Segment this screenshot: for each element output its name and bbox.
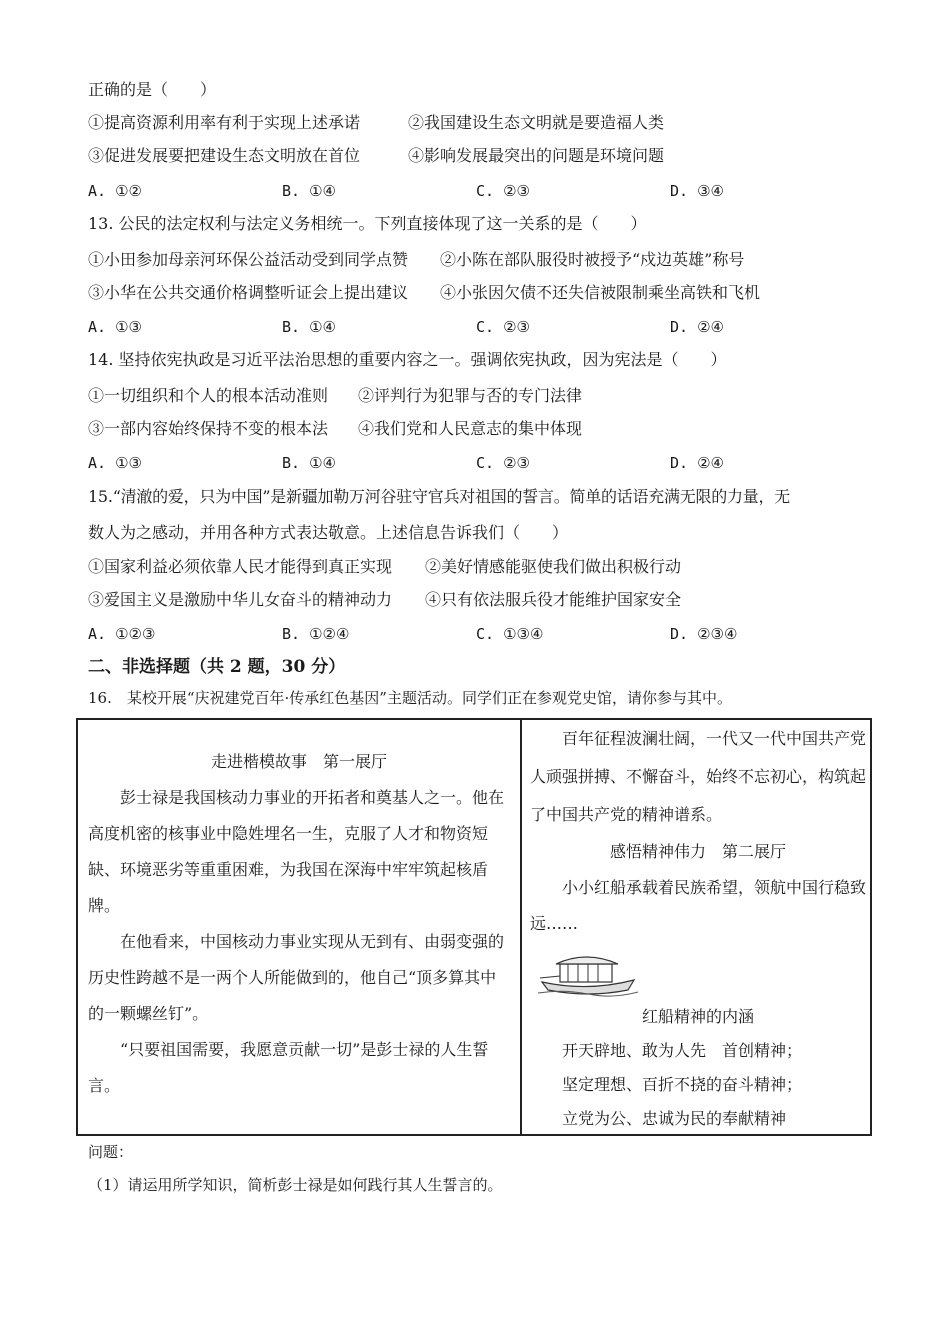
q15-option-a[interactable]: A. ①②③	[88, 625, 156, 643]
q15-stem-line1: 15.“清澈的爱，只为中国”是新疆加勒万河谷驻守官兵对祖国的誓言。简单的话语充满无限的力量，无	[88, 487, 791, 506]
q13-option-d[interactable]: D. ②④	[670, 318, 724, 336]
q12-option-a[interactable]: A. ①②	[88, 182, 142, 200]
q15-option-d[interactable]: D. ②③④	[670, 625, 738, 643]
table-divider	[520, 720, 522, 1134]
q12-statement-1: ①提高资源利用率有利于实现上述承诺	[88, 113, 361, 132]
q15-statement-2: ②美好情感能驱使我们做出积极行动	[425, 557, 682, 576]
q14-option-d[interactable]: D. ②④	[670, 454, 724, 472]
q14-statement-2: ②评判行为犯罪与否的专门法律	[358, 386, 583, 405]
red-boat-spirit-1: 开天辟地、敢为人先 首创精神；	[562, 1041, 803, 1060]
hall-one-paragraph-1: 彭士禄是我国核动力事业的开拓者和奠基人之一。他在高度机密的核事业中隐姓埋名一生，克服了人才和物资短缺、环境恶劣等重重困难，为我国在深海中牢牢筑起核盾牌。	[88, 788, 505, 915]
q14-stem: 14. 坚持依宪执政是习近平法治思想的重要内容之一。强调依宪执政，因为宪法是（ ）	[88, 350, 727, 369]
q14-statement-3: ③一部内容始终保持不变的根本法	[88, 419, 329, 438]
q14-statement-4: ④我们党和人民意志的集中体现	[358, 419, 583, 438]
q14-option-a[interactable]: A. ①③	[88, 454, 142, 472]
q12-statement-3: ③促进发展要把建设生态文明放在首位	[88, 146, 361, 165]
hall-one-paragraph-3: “只要祖国需要，我愿意贡献一切”是彭士禄的人生誓言。	[88, 1040, 489, 1095]
q12-statement-2: ②我国建设生态文明就是要造福人类	[408, 113, 665, 132]
q15-option-c[interactable]: C. ①③④	[476, 625, 544, 643]
q13-option-a[interactable]: A. ①③	[88, 318, 142, 336]
q16-stem: 16. 某校开展“庆祝建党百年·传承红色基因”主题活动。同学们正在参观党史馆，请你参与其中。	[88, 689, 732, 707]
q12-option-c[interactable]: C. ②③	[476, 182, 530, 200]
q14-option-b[interactable]: B. ①④	[282, 454, 336, 472]
q12-statement-4: ④影响发展最突出的问题是环境问题	[408, 146, 665, 165]
red-boat-image	[538, 946, 638, 998]
hall-one-paragraph-2: 在他看来，中国核动力事业实现从无到有、由弱变强的历史性跨越不是一两个人所能做到的，他自己“顶多算其中的一颗螺丝钉”。	[88, 932, 505, 1023]
q14-statement-1: ①一切组织和个人的根本活动准则	[88, 386, 329, 405]
q16-sub-question-1: （1）请运用所学知识，简析彭士禄是如何践行其人生誓言的。	[88, 1176, 503, 1194]
q16-material-table	[76, 718, 872, 1136]
q13-statement-3: ③小华在公共交通价格调整听证会上提出建议	[88, 283, 409, 302]
q15-statement-4: ④只有依法服兵役才能维护国家安全	[425, 590, 682, 609]
q12-option-d[interactable]: D. ③④	[670, 182, 724, 200]
hall-two-title: 感悟精神伟力 第二展厅	[609, 842, 786, 861]
q15-stem-line2: 数人为之感动，并用各种方式表达敬意。上述信息告诉我们（ ）	[88, 523, 569, 542]
red-boat-spirit-2: 坚定理想、百折不挠的奋斗精神；	[562, 1075, 803, 1094]
q13-statement-4: ④小张因欠债不还失信被限制乘坐高铁和飞机	[440, 283, 761, 302]
q13-statement-1: ①小田参加母亲河环保公益活动受到同学点赞	[88, 250, 409, 269]
q15-statement-3: ③爱国主义是激励中华儿女奋斗的精神动力	[88, 590, 393, 609]
q15-statement-1: ①国家利益必须依靠人民才能得到真正实现	[88, 557, 393, 576]
red-boat-spirit-3: 立党为公、忠诚为民的奉献精神	[562, 1109, 787, 1128]
q12-option-b[interactable]: B. ①④	[282, 182, 336, 200]
hall-two-intro: 百年征程波澜壮阔，一代又一代中国共产党人顽强拼搏、不懈奋斗，始终不忘初心，构筑起了中国共产党的精神谱系。	[530, 729, 867, 824]
exhibit-hall-two	[530, 720, 866, 1136]
q13-option-c[interactable]: C. ②③	[476, 318, 530, 336]
red-boat-text: 小小红船承载着民族希望，领航中国行稳致远……	[530, 878, 867, 933]
q12-stem-tail: 正确的是（ ）	[88, 80, 217, 99]
q16-question-label: 问题：	[88, 1143, 134, 1161]
section-two-heading: 二、非选择题（共 2 题，30 分）	[88, 657, 346, 677]
red-boat-spirit-title: 红船精神的内涵	[641, 1007, 754, 1026]
q13-statement-2: ②小陈在部队服役时被授予“戍边英雄”称号	[440, 250, 745, 269]
q14-option-c[interactable]: C. ②③	[476, 454, 530, 472]
q13-stem: 13. 公民的法定权利与法定义务相统一。下列直接体现了这一关系的是（ ）	[88, 214, 647, 233]
q15-option-b[interactable]: B. ①②④	[282, 625, 350, 643]
q13-option-b[interactable]: B. ①④	[282, 318, 336, 336]
exhibit-hall-one	[88, 728, 510, 1104]
hall-one-title: 走进楷模故事 第一展厅	[210, 752, 387, 771]
